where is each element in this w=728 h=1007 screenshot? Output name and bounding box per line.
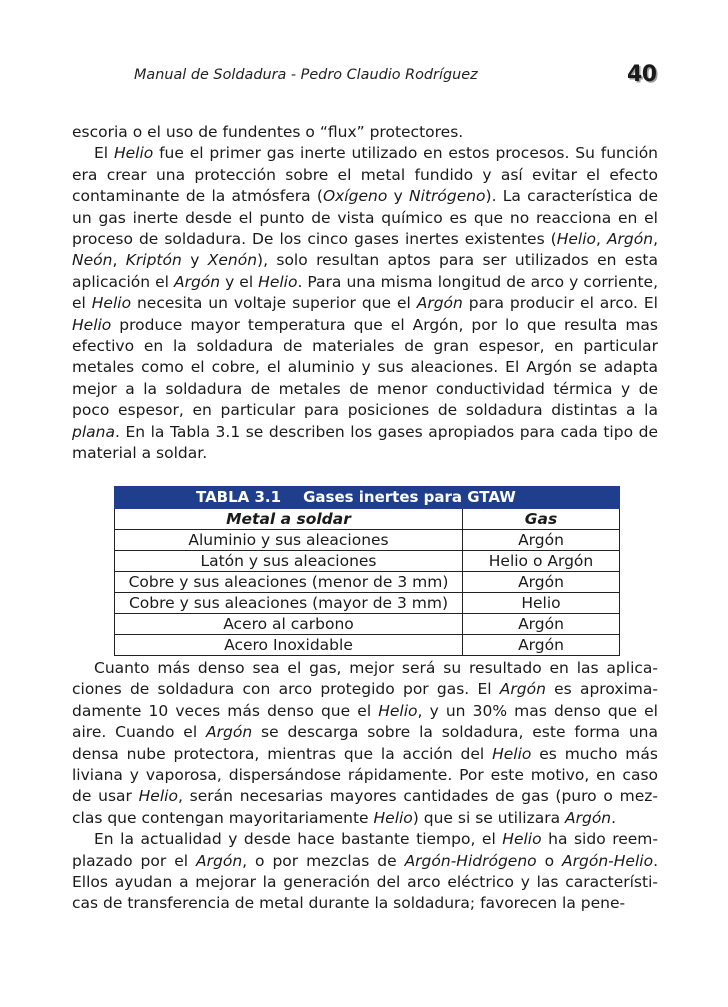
table-cell-gas: Argón — [463, 572, 620, 593]
table-caption — [115, 487, 620, 509]
page-number: 40 — [627, 62, 657, 87]
table-row — [115, 635, 620, 656]
page-header — [0, 62, 728, 92]
table-cell-material: Acero Inoxidable — [115, 635, 463, 656]
table-cell-gas: Helio o Argón — [463, 551, 620, 572]
table-row — [115, 593, 620, 614]
table-row — [115, 572, 620, 593]
table-cell-gas: Argón — [463, 635, 620, 656]
paragraph-mixtures: En la actualidad y desde hace bastante tiempo, el Helio ha sido reemplazado por el Argón, o por mezclas de Argón-Hidrógeno o Argón-Helio. Ellos ayudan a mejorar la generación del arco eléctrico y las características de transferencia de metal durante la soldadura; favorecen la pene- — [72, 830, 658, 913]
paragraph-density: Cuanto más denso sea el gas, mejor será su resultado en las aplicaciones de soldadura con arco protegido por gas. El Argón es aproximadamente 10 veces más denso que el Helio, y un 30% mas denso que el aire. Cuando el Argón se descarga sobre la soldadura, este forma una densa nube protectora, mientras que la acción del Helio es mucho más liviana y vaporosa, dispersándose rápidamente. Por este motivo, en caso de usar Helio, serán necesarias mayores cantidades de gas (puro o mezclas que contengan mayoritariamente Helio) que si se utilizara Argón. — [72, 659, 659, 827]
column-header-gas: Gas — [463, 509, 620, 530]
body-text-top — [72, 122, 658, 465]
table-cell-material: Cobre y sus aleaciones (menor de 3 mm) — [115, 572, 463, 593]
table-cell-material: Acero al carbono — [115, 614, 463, 635]
column-header-material: Metal a soldar — [115, 509, 463, 530]
table-caption-title: Gases inertes para GTAW — [303, 488, 516, 506]
table-cell-material: Aluminio y sus aleaciones — [115, 530, 463, 551]
table-row — [115, 614, 620, 635]
table-cell-gas: Argón — [463, 530, 620, 551]
table-caption-row — [115, 487, 620, 509]
header-title: Manual de Soldadura - Pedro Claudio Rodríguez — [134, 67, 478, 83]
paragraph-helio: El Helio fue el primer gas inerte utilizado en estos procesos. Su función era crear una protección sobre el metal fundido y así evitar el efecto contaminante de la atmósfera (Oxígeno y Nitrógeno). La característica de un gas inerte desde el punto de vista químico es que no reacciona en el proceso de soldadura. De los cinco gases inertes existentes (Helio, Argón, Neón, Kriptón y Xenón), solo resultan aptos para ser utilizados en esta aplicación el Argón y el Helio. Para una misma longitud de arco y corriente, el Helio necesita un voltaje superior que el Argón para producir el arco. El Helio produce mayor temperatura que el Argón, por lo que resulta mas efectivo en la soldadura de materiales de gran espesor, en particular metales como el cobre, el aluminio y sus aleaciones. El Argón se adapta mejor a la soldadura de metales de menor conductividad térmica y de poco espesor, en particular para posiciones de soldadura distintas a la plana. En la Tabla 3.1 se describen los gases apropiados para cada tipo de material a soldar. — [72, 144, 659, 463]
table-cell-gas: Argón — [463, 614, 620, 635]
table-row — [115, 530, 620, 551]
table-row — [115, 551, 620, 572]
gas-table — [114, 486, 620, 656]
paragraph-continuation: escoria o el uso de fundentes o “flux” protectores. — [72, 123, 464, 141]
table-header-row — [115, 509, 620, 530]
table-cell-gas: Helio — [463, 593, 620, 614]
table-cell-material: Latón y sus aleaciones — [115, 551, 463, 572]
body-text-bottom — [72, 658, 658, 915]
table-cell-material: Cobre y sus aleaciones (mayor de 3 mm) — [115, 593, 463, 614]
table-caption-number: TABLA 3.1 — [196, 488, 282, 506]
